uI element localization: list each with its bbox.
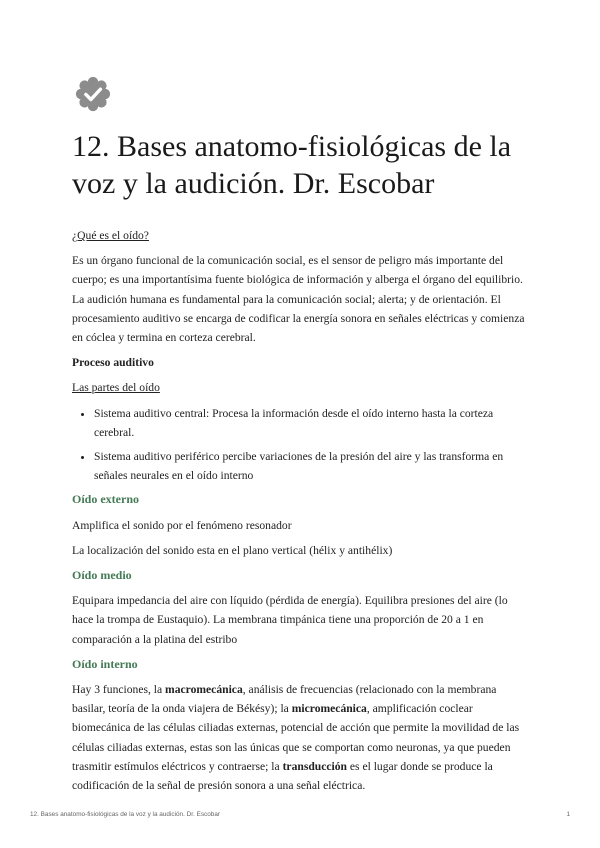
oido-medio-paragraph: Equipara impedancia del aire con líquido (pérdida de energía). Equilibra presiones del aire (lo hace la trompa de Eustaquio). La membrana timpánica tiene una proporción de 20 a 1 en comparación a la platina del estribo bbox=[72, 594, 508, 646]
list-item: • Sistema auditivo periférico percibe variaciones de la presión del aire y las transforma en señales neurales en el oído interno bbox=[94, 447, 530, 485]
oido-externo-paragraph-1: Amplifica el sonido por el fenómeno resonador bbox=[72, 518, 292, 532]
partes-list bbox=[72, 404, 530, 486]
bold-term: macromecánica bbox=[165, 683, 243, 697]
oido-medio-heading: Oído medio bbox=[72, 568, 132, 583]
footer-title: 12. Bases anatomo-fisiológicas de la voz y la audición. Dr. Escobar bbox=[30, 811, 221, 818]
oido-externo-paragraph-2: La localización del sonido esta en el plano vertical (hélix y antihélix) bbox=[72, 543, 393, 557]
oido-interno-paragraph bbox=[72, 680, 530, 795]
list-item: • Sistema auditivo central: Procesa la información desde el oído interno hasta la corteza cerebral. bbox=[94, 404, 530, 442]
bold-term: micromecánica bbox=[291, 702, 367, 716]
text-run: , análisis de frecuencias (relacionado con la membrana basilar, teoría de la onda viajera de Békésy); la bbox=[72, 683, 497, 716]
text-run: Hay 3 funciones, la bbox=[72, 683, 166, 697]
intro-paragraph: Es un órgano funcional de la comunicación social, es el sensor de peligro más importante del cuerpo; es una importantísima fuente biológica de información y alberga el órgano del equilibrio. La audición humana es fundamental para la comunicación social; alerta; y de orientación. El procesamiento auditivo se encarga de codificar la energía sonora en señales eléctricas y comienza en cóclea y termina en corteza cerebral. bbox=[72, 254, 525, 345]
text-run: es el lugar donde se produce la codificación de la señal de presión sonora a una señal eléctrica. bbox=[72, 759, 493, 793]
oido-interno-heading: Oído interno bbox=[72, 656, 138, 671]
bold-term: transducción bbox=[282, 759, 347, 773]
verified-badge-icon bbox=[74, 75, 112, 113]
page-number: 1 bbox=[566, 811, 570, 818]
page-footer bbox=[30, 811, 570, 818]
page-title: 12. Bases anatomo-fisiológicas de la voz y la audición. Dr. Escobar bbox=[72, 130, 512, 200]
question-heading: ¿Qué es el oído? bbox=[72, 229, 149, 242]
document-body bbox=[72, 226, 530, 801]
oido-externo-heading: Oído externo bbox=[72, 492, 139, 507]
text-run: , amplificación coclear biomecánica de las células ciliadas externas, potencial de acción que permite la movilidad de las células ciliadas externas, estas son las únicas que se comportan como neuronas, ya que pueden trasmitir estímulos eléctricos y contraerse; la bbox=[72, 702, 520, 773]
partes-oido-heading: Las partes del oído bbox=[72, 381, 160, 395]
proceso-auditivo-heading: Proceso auditivo bbox=[72, 356, 154, 370]
